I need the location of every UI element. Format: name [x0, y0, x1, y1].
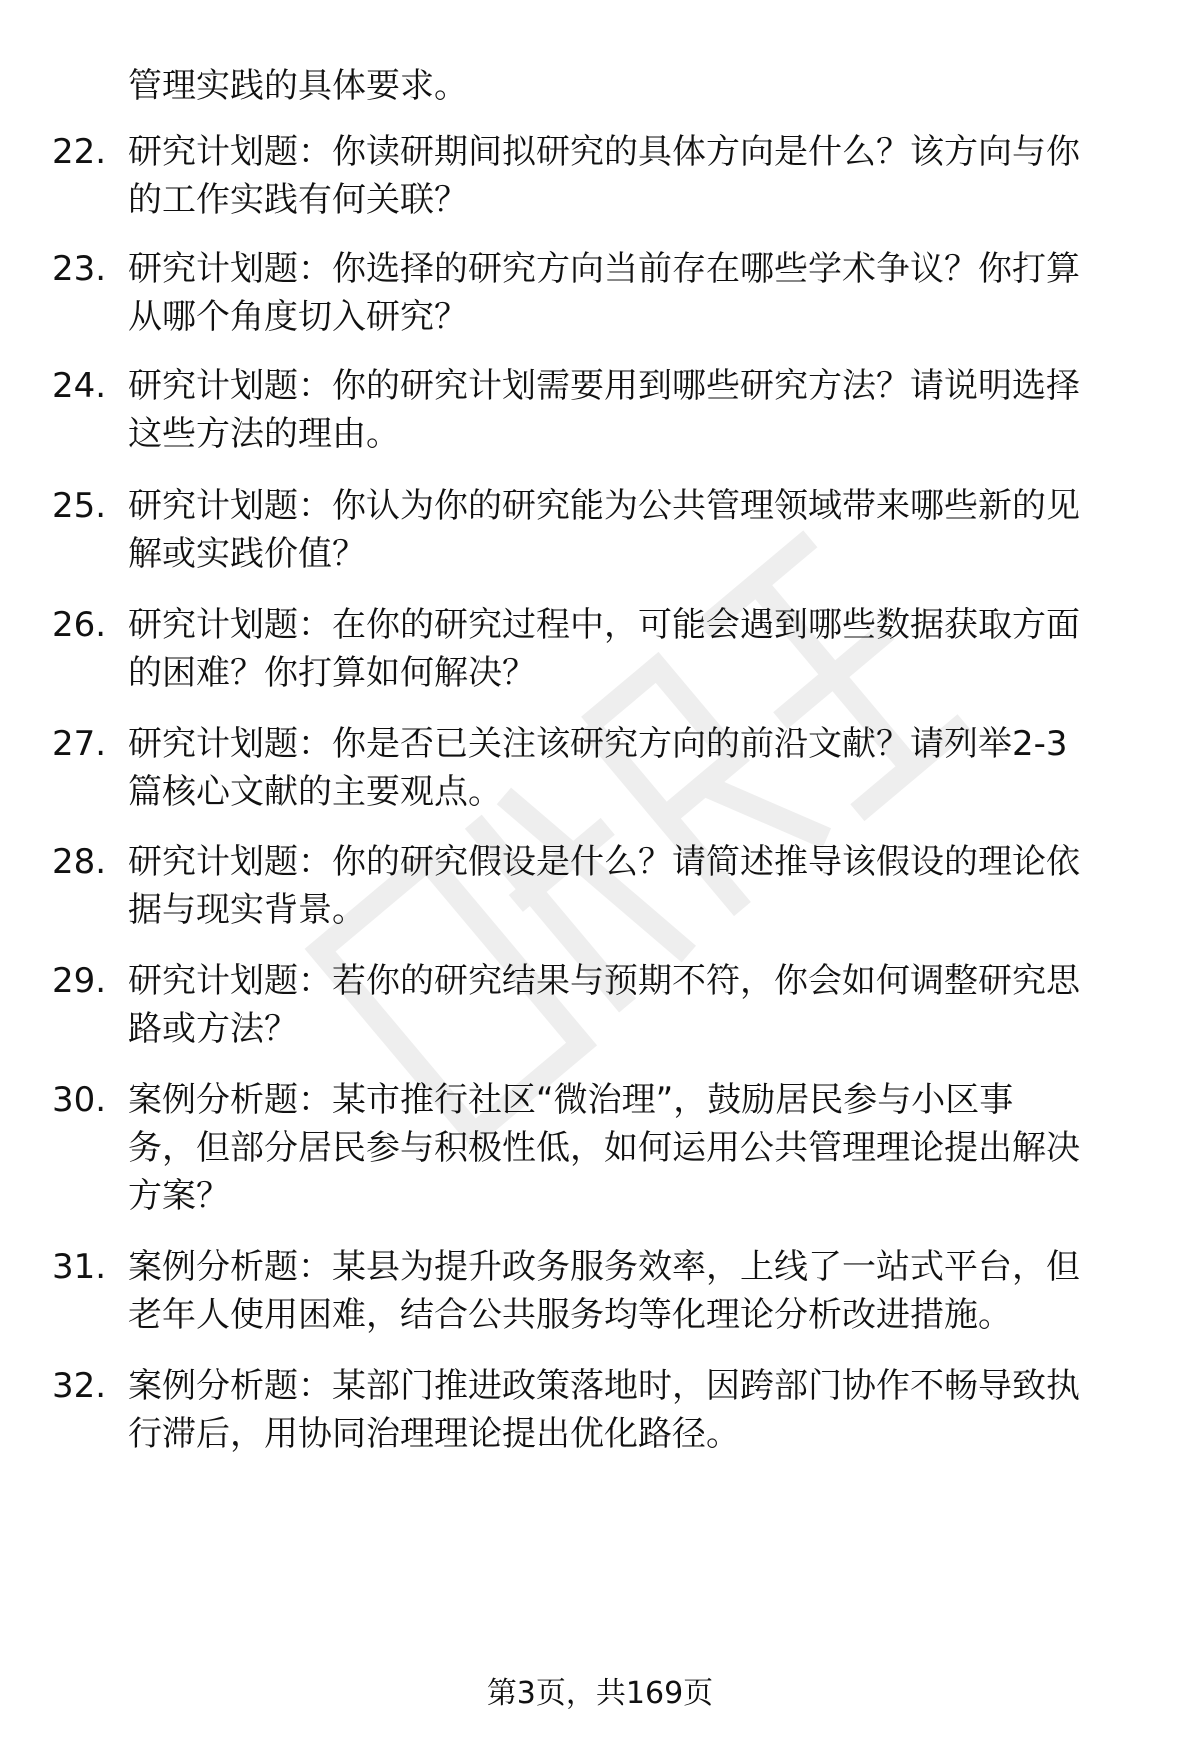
question-text-line: 研究计划题：在你的研究过程中，可能会遇到哪些数据获取方面 [128, 605, 1080, 645]
question-text-line: 方案？ [128, 1176, 230, 1216]
question-text-line: 行滞后，用协同治理理论提出优化路径。 [128, 1414, 740, 1454]
question-text [128, 957, 1148, 1053]
question-text [128, 245, 1148, 341]
question-text-line: 的工作实践有何关联？ [128, 180, 468, 220]
question-text-line: 据与现实背景。 [128, 890, 366, 930]
question-number: 22. [52, 132, 107, 172]
question-text-line: 研究计划题：你读研期间拟研究的具体方向是什么？该方向与你 [128, 132, 1080, 172]
continuation-text: 管理实践的具体要求。 [128, 66, 468, 106]
question-text [128, 601, 1148, 697]
question-text-line: 研究计划题：你的研究计划需要用到哪些研究方法？请说明选择 [128, 366, 1080, 406]
question-number: 30. [52, 1080, 107, 1120]
page-footer: 第3页，共169页 [486, 1676, 714, 1711]
question-number: 29. [52, 961, 107, 1001]
question-text-line: 解或实践价值？ [128, 534, 366, 574]
question-text-line: 案例分析题：某部门推进政策落地时，因跨部门协作不畅导致执 [128, 1366, 1080, 1406]
question-text-line: 研究计划题：若你的研究结果与预期不符，你会如何调整研究思 [128, 961, 1080, 1001]
question-text-line: 从哪个角度切入研究？ [128, 297, 468, 337]
question-number: 28. [52, 842, 107, 882]
question-text-line: 案例分析题：某市推行社区“微治理”，鼓励居民参与小区事 [128, 1080, 1014, 1120]
question-text-line: 老年人使用困难，结合公共服务均等化理论分析改进措施。 [128, 1295, 1012, 1335]
question-number: 24. [52, 366, 107, 406]
question-text-line: 研究计划题：你是否已关注该研究方向的前沿文献？请列举2-3 [128, 724, 1068, 764]
question-text-line: 的困难？你打算如何解决？ [128, 653, 536, 693]
question-text [128, 1362, 1148, 1458]
question-text-line: 务，但部分居民参与积极性低，如何运用公共管理理论提出解决 [128, 1128, 1080, 1168]
question-text-line: 研究计划题：你选择的研究方向当前存在哪些学术争议？你打算 [128, 249, 1080, 289]
question-number: 26. [52, 605, 107, 645]
question-text-line: 路或方法？ [128, 1009, 298, 1049]
question-number: 27. [52, 724, 107, 764]
question-number: 32. [52, 1366, 107, 1406]
question-number: 23. [52, 249, 107, 289]
question-text [128, 482, 1148, 578]
question-number: 25. [52, 486, 107, 526]
question-text [128, 720, 1148, 816]
question-number: 31. [52, 1247, 107, 1287]
question-text-line: 案例分析题：某县为提升政务服务效率，上线了一站式平台，但 [128, 1247, 1080, 1287]
question-text-line: 研究计划题：你认为你的研究能为公共管理领域带来哪些新的见 [128, 486, 1080, 526]
question-text-line: 篇核心文献的主要观点。 [128, 772, 502, 812]
question-text-line: 这些方法的理由。 [128, 414, 400, 454]
question-text-line: 研究计划题：你的研究假设是什么？请简述推导该假设的理论依 [128, 842, 1080, 882]
question-text [128, 362, 1148, 458]
question-text [128, 1076, 1148, 1220]
question-text [128, 838, 1148, 934]
question-text [128, 128, 1148, 224]
question-text [128, 1243, 1148, 1339]
